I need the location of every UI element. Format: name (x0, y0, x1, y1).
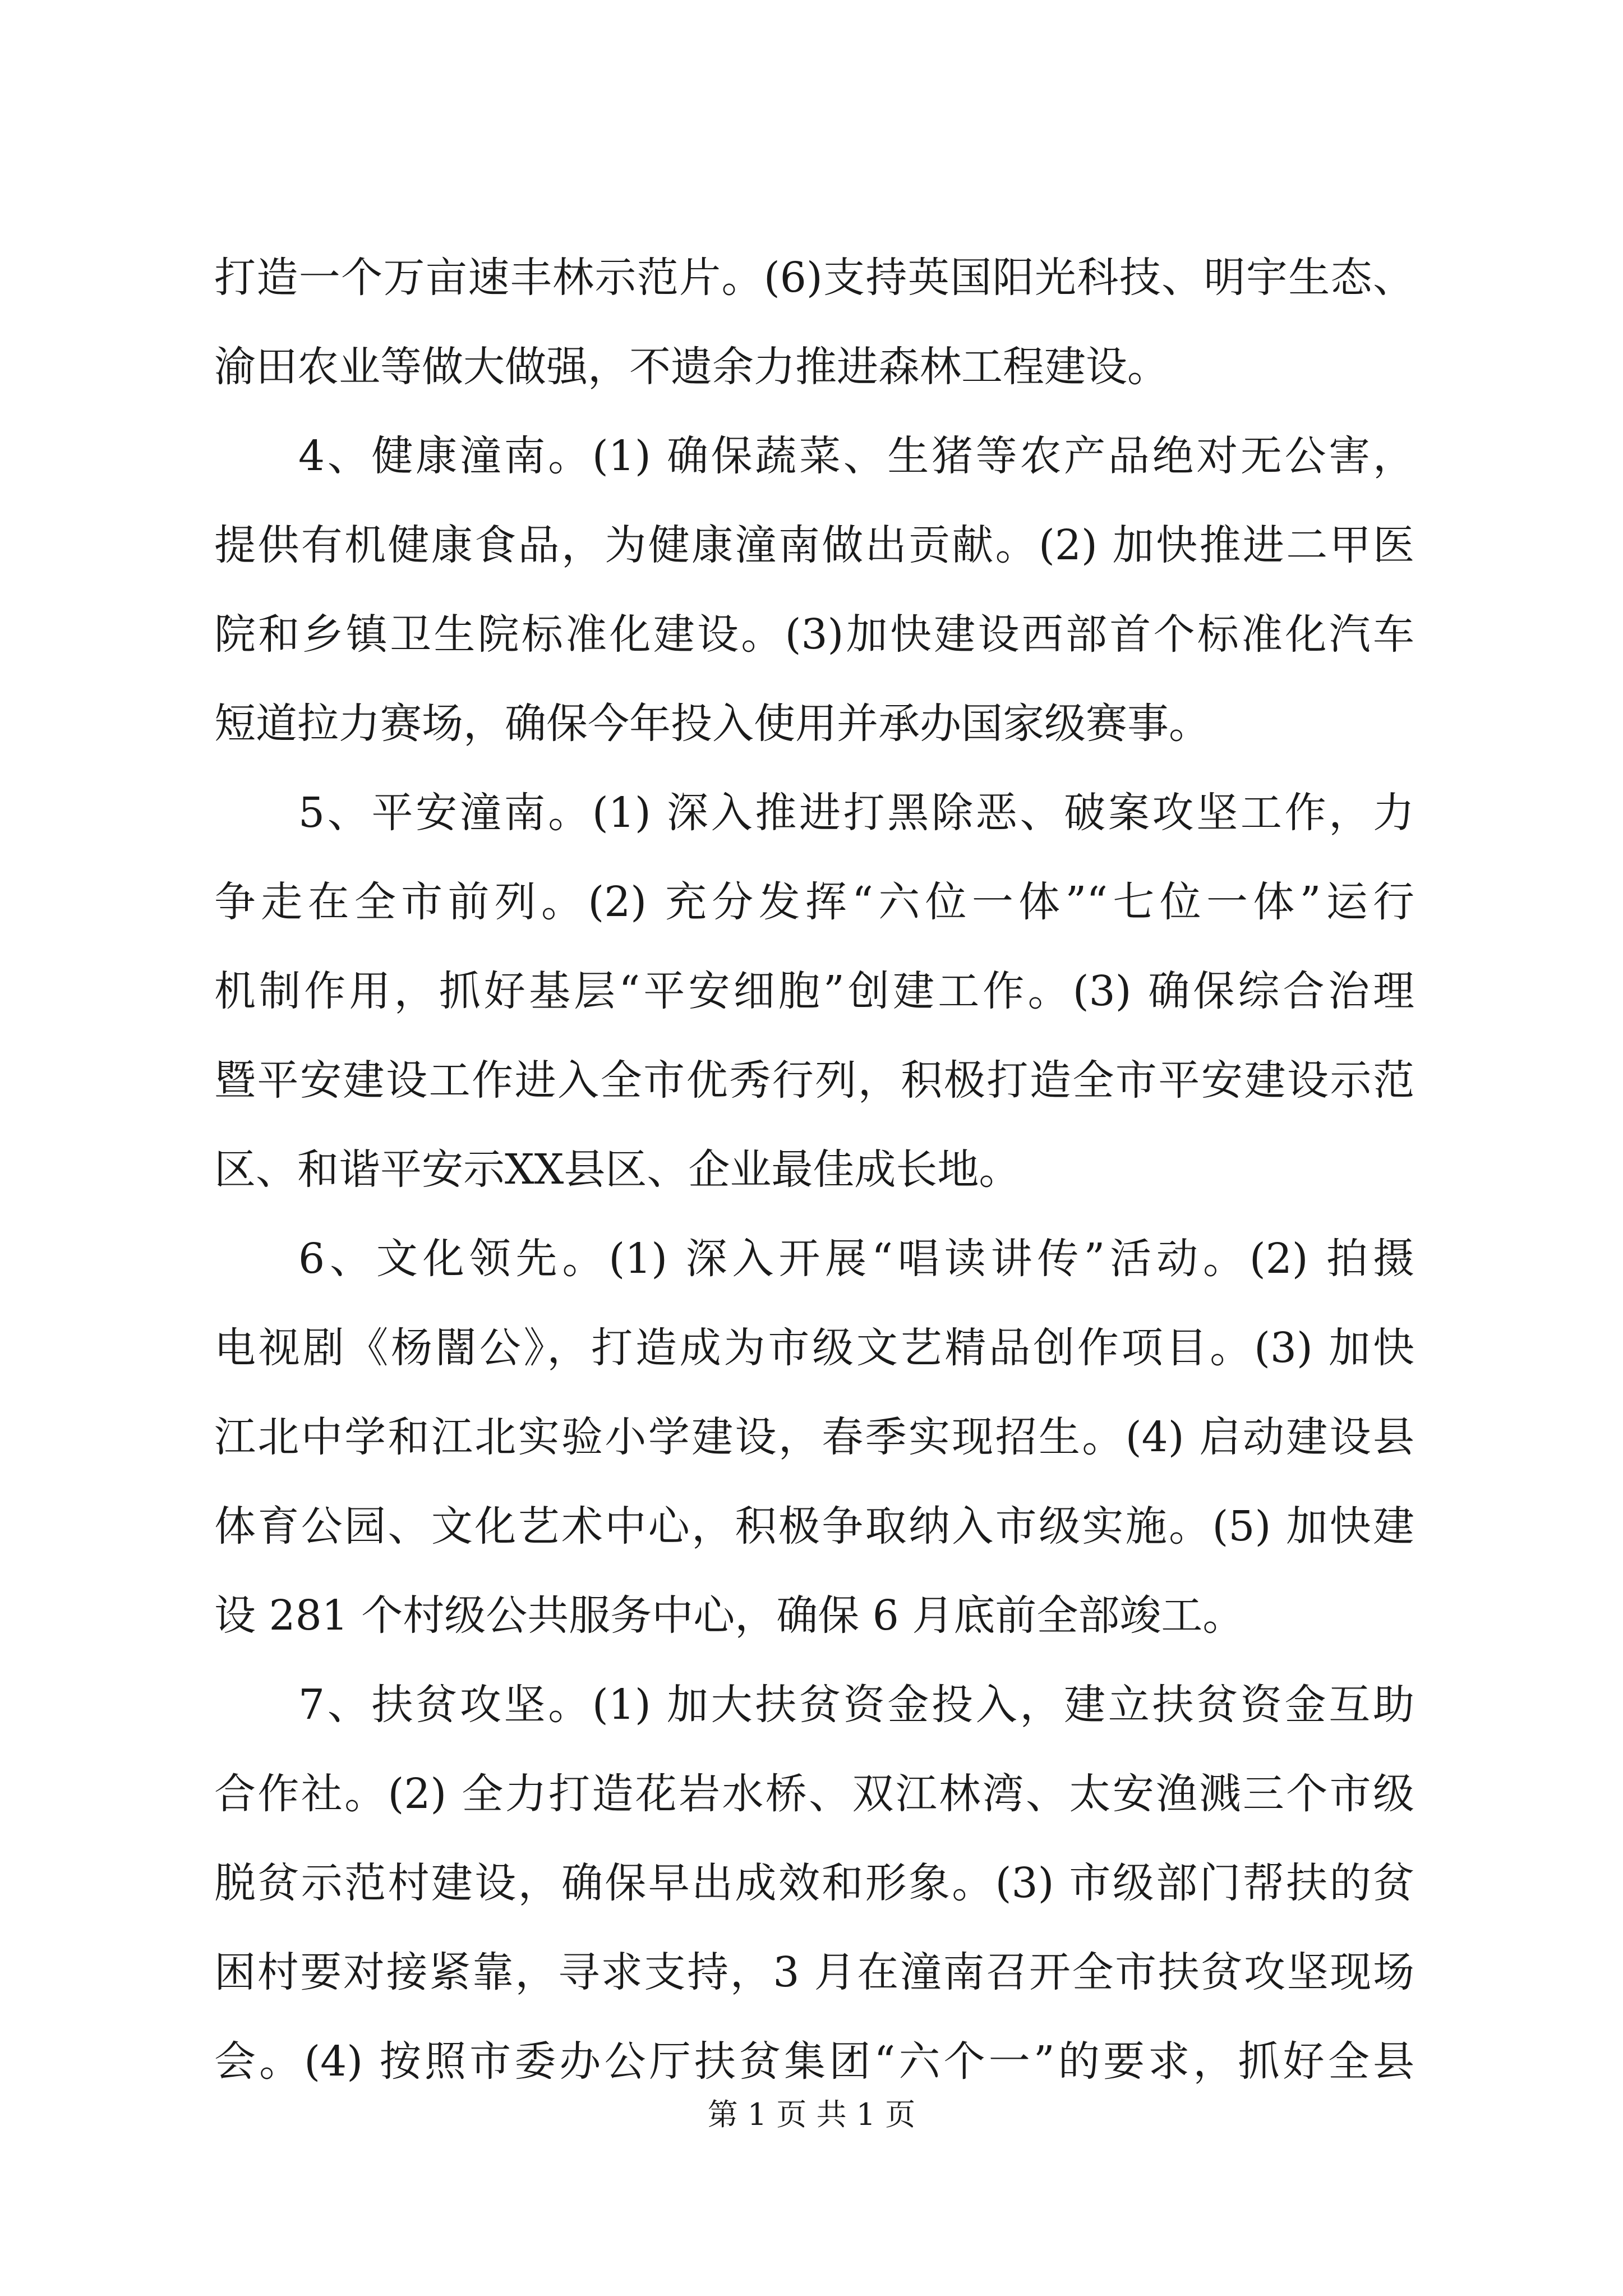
page-footer: 第 1 页 共 1 页 (707, 2097, 916, 2132)
text-line: 短道拉力赛场，确保今年投入使用并承办国家级赛事。 (214, 700, 1210, 748)
text-line: 江北中学和江北实验小学建设，春季实现招生。(4) 启动建设县 (214, 1413, 1414, 1461)
text-line: 体育公园、文化艺术中心，积极争取纳入市级实施。(5) 加快建 (214, 1502, 1414, 1550)
text-line: 设 281 个村级公共服务中心，确保 6 月底前全部竣工。 (214, 1591, 1244, 1640)
text-line: 脱贫示范村建设，确保早出成效和形象。(3) 市级部门帮扶的贫 (214, 1859, 1414, 1907)
text-line: 4、健康潼南。(1) 确保蔬菜、生猪等农产品绝对无公害， (298, 432, 1414, 480)
text-line: 提供有机健康食品，为健康潼南做出贡献。(2) 加快推进二甲医 (214, 521, 1414, 569)
text-line: 打造一个万亩速丰林示范片。(6)支持英国阳光科技、明宇生态、 (214, 254, 1414, 302)
text-line: 困村要对接紧靠，寻求支持，3 月在潼南召开全市扶贫攻坚现场 (214, 1948, 1414, 1996)
text-line: 5、平安潼南。(1) 深入推进打黑除恶、破案攻坚工作，力 (298, 789, 1414, 837)
text-line: 7、扶贫攻坚。(1) 加大扶贫资金投入，建立扶贫资金互助 (298, 1681, 1414, 1729)
text-line: 区、和谐平安示XX县区、企业最佳成长地。 (214, 1145, 1021, 1194)
text-line: 合作社。(2) 全力打造花岩水桥、双江林湾、太安渔溅三个市级 (214, 1770, 1414, 1818)
text-line: 会。(4) 按照市委办公厅扶贫集团“六个一”的要求，抓好全县 (214, 2037, 1414, 2086)
text-line: 电视剧《杨闇公》，打造成为市级文艺精品创作项目。(3) 加快 (214, 1324, 1414, 1372)
text-line: 暨平安建设工作进入全市优秀行列，积极打造全市平安建设示范 (214, 1056, 1414, 1105)
text-line: 6、文化领先。(1) 深入开展“唱读讲传”活动。(2) 拍摄 (298, 1235, 1414, 1283)
text-line: 渝田农业等做大做强，不遗余力推进森林工程建设。 (214, 343, 1169, 391)
text-line: 机制作用，抓好基层“平安细胞”创建工作。(3) 确保综合治理 (214, 967, 1414, 1015)
text-line: 争走在全市前列。(2) 充分发挥“六位一体”“七位一体”运行 (214, 878, 1414, 926)
text-line: 院和乡镇卫生院标准化建设。(3)加快建设西部首个标准化汽车 (214, 610, 1414, 659)
